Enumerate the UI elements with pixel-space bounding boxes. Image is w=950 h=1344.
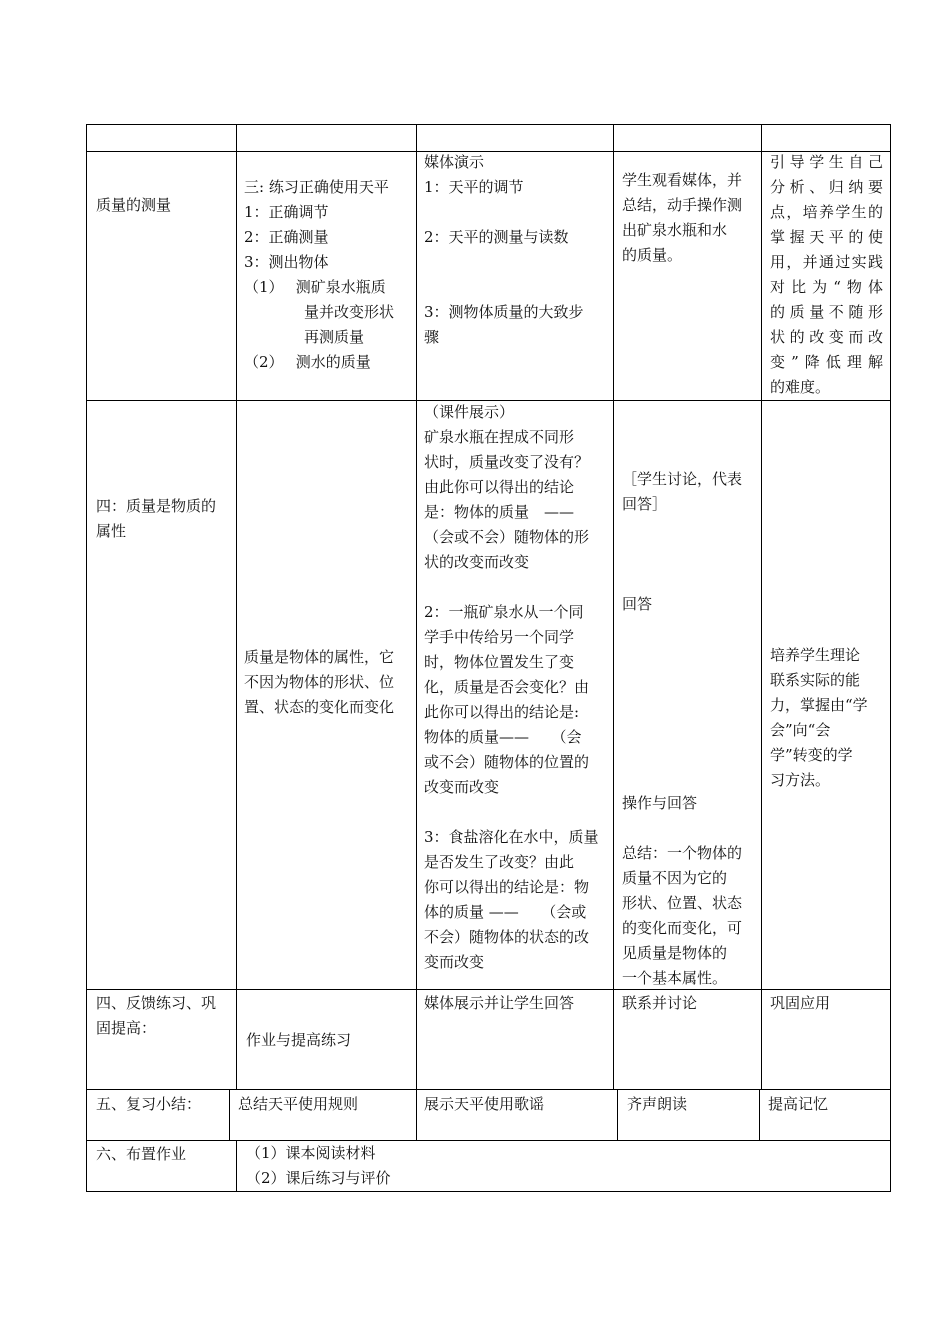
text-line: 力，掌握由“学 xyxy=(770,696,868,714)
text-line xyxy=(424,200,610,225)
property-student-discuss xyxy=(622,467,756,517)
review-topic: 五、复习小结： xyxy=(96,1095,202,1113)
text-line: （会或不会）随物体的形 xyxy=(424,528,590,546)
text-line: 2：正确测量 xyxy=(244,228,329,246)
text-line: 物体的质量—— （会 xyxy=(424,728,582,746)
text-line: 总结，动手操作测 xyxy=(622,196,743,214)
text-line: 出矿泉水瓶和水 xyxy=(622,221,728,239)
text-line: 引导学生自己 xyxy=(770,153,883,171)
text-line: 固提高： xyxy=(96,1019,157,1037)
table-border-left xyxy=(86,124,87,1192)
text-line: 不会）随物体的状态的改 xyxy=(424,928,590,946)
text-line: （2）课后练习与评价 xyxy=(246,1169,391,1187)
text-line: 联系实际的能 xyxy=(770,671,861,689)
property-content xyxy=(244,645,414,720)
text-line: 此你可以得出的结论是: xyxy=(424,703,580,721)
table-border-bottom xyxy=(86,1191,891,1192)
column-divider xyxy=(236,1140,237,1192)
text-line xyxy=(424,275,610,300)
measure-media xyxy=(424,150,610,350)
text-line: （课件展示） xyxy=(424,403,515,421)
measure-topic: 质量的测量 xyxy=(96,196,172,214)
text-line: 掌握天平的使 xyxy=(770,228,883,246)
text-line: 分析、归纳要 xyxy=(770,178,883,196)
text-line: 2：天平的测量与读数 xyxy=(424,228,569,246)
column-divider xyxy=(236,124,237,1090)
text-line: 媒体演示 xyxy=(424,153,485,171)
text-line xyxy=(424,800,610,825)
table-border-right xyxy=(890,124,891,1192)
text-line: 三: 练习正确使用天平 xyxy=(244,178,389,196)
text-line: 3：测物体质量的大致步 xyxy=(424,303,584,321)
text-line: 会”向“会 xyxy=(770,721,831,739)
table-border-top xyxy=(86,124,891,125)
text-line: 学”转变的学 xyxy=(770,746,853,764)
feedback-topic xyxy=(96,991,216,1041)
homework-topic: 六、布置作业 xyxy=(96,1145,187,1163)
text-line: 的难度。 xyxy=(770,378,831,396)
property-purpose xyxy=(770,643,886,793)
text-line: 3：食盐溶化在水中，质量 xyxy=(424,828,599,846)
review-media: 展示天平使用歌谣 xyxy=(424,1095,545,1113)
text-line: （2） 测水的质量 xyxy=(244,353,371,371)
feedback-content: 作业与提高练习 xyxy=(246,1031,352,1049)
text-line: 学手中传给另一个同学 xyxy=(424,628,575,646)
measure-purpose xyxy=(770,150,883,400)
text-line: 的变化而变化，可 xyxy=(622,919,743,937)
text-line: 状的改变而改变 xyxy=(424,553,530,571)
text-line: 质量不因为它的 xyxy=(622,869,728,887)
text-line: 形状、位置、状态 xyxy=(622,894,743,912)
review-purpose: 提高记忆 xyxy=(768,1095,829,1113)
property-student-answer: 回答 xyxy=(622,595,653,613)
property-media xyxy=(424,400,610,975)
text-line: 时，物体位置发生了变 xyxy=(424,653,575,671)
column-divider xyxy=(761,124,762,1090)
text-line: 四：质量是物质的 xyxy=(96,497,217,515)
text-line: 改变而改变 xyxy=(424,778,500,796)
text-line: 回答］ xyxy=(622,495,668,513)
text-line: 四、反馈练习、巩 xyxy=(96,994,217,1012)
text-line: 学生观看媒体，并 xyxy=(622,171,743,189)
text-line: 或不会）随物体的位置的 xyxy=(424,753,590,771)
text-line: 3：测出物体 xyxy=(244,253,329,271)
text-line: ［学生讨论，代表 xyxy=(622,470,743,488)
text-line: 1：正确调节 xyxy=(244,203,329,221)
property-student-summary xyxy=(622,791,756,991)
text-line: 变”降低理解 xyxy=(770,353,883,371)
text-line: 状的改变而改 xyxy=(770,328,883,346)
feedback-media: 媒体展示并让学生回答 xyxy=(424,994,575,1012)
review-student: 齐声朗读 xyxy=(627,1095,688,1113)
text-line: 见质量是物体的 xyxy=(622,944,728,962)
text-line: （1）课本阅读材料 xyxy=(246,1144,376,1162)
text-line: 的质量不随形 xyxy=(770,303,883,321)
text-line: 的质量。 xyxy=(622,246,683,264)
text-line: 点，培养学生的 xyxy=(770,203,883,221)
measure-content xyxy=(244,175,414,375)
text-line: 属性 xyxy=(96,522,127,540)
text-line: 2：一瓶矿泉水从一个同 xyxy=(424,603,584,621)
text-line: 量并改变形状 xyxy=(244,303,395,321)
text-line: 对比为“物体 xyxy=(770,278,883,296)
text-line: 体的质量 —— （会或 xyxy=(424,903,587,921)
text-line: 你可以得出的结论是：物 xyxy=(424,878,590,896)
feedback-student: 联系并讨论 xyxy=(622,994,698,1012)
feedback-purpose: 巩固应用 xyxy=(770,994,831,1012)
homework-items xyxy=(246,1141,391,1191)
text-line: 骤 xyxy=(424,328,440,346)
text-line: 是否发生了改变？由此 xyxy=(424,853,575,871)
text-line: 操作与回答 xyxy=(622,794,698,812)
row-divider xyxy=(86,1140,891,1141)
measure-student xyxy=(622,168,754,268)
column-divider xyxy=(759,1089,760,1141)
text-line: 由此你可以得出的结论 xyxy=(424,478,575,496)
text-line: 是：物体的质量 —— xyxy=(424,503,575,521)
text-line: 状时，质量改变了没有？ xyxy=(424,453,590,471)
text-line: 用，并通过实践 xyxy=(770,253,883,271)
text-line: 再测质量 xyxy=(244,328,365,346)
text-line: 不因为物体的形状、位 xyxy=(244,673,395,691)
text-line xyxy=(424,250,610,275)
row-divider xyxy=(86,1089,891,1090)
text-line xyxy=(424,575,610,600)
row-divider xyxy=(86,989,891,990)
property-topic xyxy=(96,494,216,544)
column-divider xyxy=(613,124,614,1090)
text-line: 化，质量是否会变化？由 xyxy=(424,678,590,696)
column-divider xyxy=(416,124,417,1141)
text-line: 培养学生理论 xyxy=(770,646,861,664)
text-line: （1） 测矿泉水瓶质 xyxy=(244,278,386,296)
review-content: 总结天平使用规则 xyxy=(238,1095,359,1113)
column-divider xyxy=(617,1089,618,1141)
text-line: 矿泉水瓶在捏成不同形 xyxy=(424,428,575,446)
column-divider xyxy=(229,1089,230,1141)
text-line: 变而改变 xyxy=(424,953,485,971)
text-line: 置、状态的变化而变化 xyxy=(244,698,395,716)
text-line xyxy=(622,816,756,841)
text-line: 一个基本属性。 xyxy=(622,969,728,987)
text-line: 1：天平的调节 xyxy=(424,178,524,196)
text-line: 质量是物体的属性，它 xyxy=(244,648,395,666)
text-line: 总结：一个物体的 xyxy=(622,844,743,862)
text-line: 习方法。 xyxy=(770,771,831,789)
